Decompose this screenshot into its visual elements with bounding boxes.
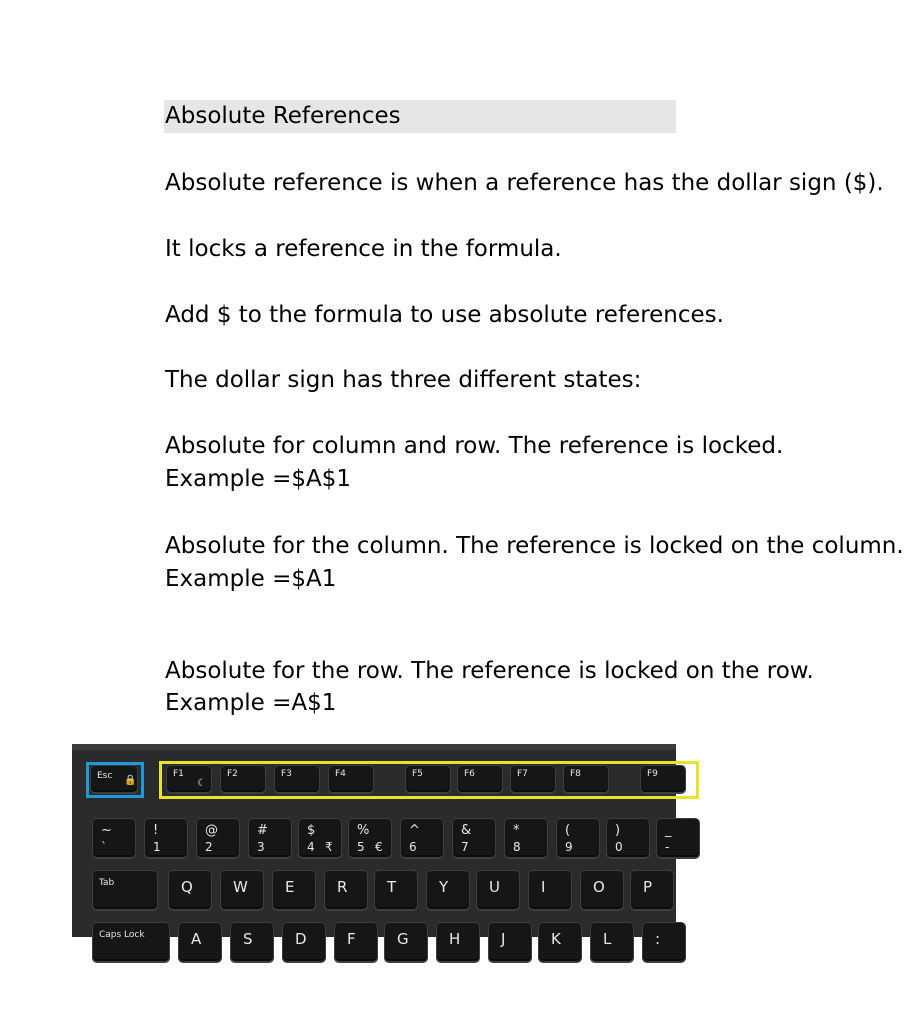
key-j: J xyxy=(488,922,532,962)
heading-bar xyxy=(164,100,676,133)
example-column-and-row: Example =$A$1 xyxy=(165,466,351,492)
moon-icon: ☾ xyxy=(197,778,206,789)
key-k: K xyxy=(538,922,582,962)
key-f3: F3 xyxy=(274,765,320,793)
paragraph-locks: It locks a reference in the formula. xyxy=(165,236,562,262)
key-i: I xyxy=(528,870,572,910)
key-f8: F8 xyxy=(563,765,609,793)
key-l: L xyxy=(590,922,634,962)
key-y: Y xyxy=(426,870,470,910)
key-5: % 5 € xyxy=(348,818,392,858)
paragraph-row: Absolute for the row. The reference is locked on the row. xyxy=(165,658,814,684)
example-column: Example =$A1 xyxy=(165,566,337,592)
paragraph-column-and-row: Absolute for column and row. The reference is locked. xyxy=(165,433,784,459)
key-s: S xyxy=(230,922,274,962)
lock-icon: 🔒 xyxy=(124,775,137,786)
key-caps-lock: Caps Lock xyxy=(92,922,170,962)
key-esc: Esc 🔒 xyxy=(90,765,138,793)
page-title: Absolute References xyxy=(165,103,401,129)
key-tab: Tab xyxy=(92,870,158,910)
key-h: H xyxy=(436,922,480,962)
key-f6: F6 xyxy=(457,765,503,793)
key-9: ( 9 xyxy=(556,818,600,858)
key-r: R xyxy=(324,870,368,910)
key-g: G xyxy=(384,922,428,962)
key-f1: F1 ☾ xyxy=(166,765,212,793)
key-f: F xyxy=(334,922,378,962)
key-backtick: ~ ` xyxy=(92,818,136,858)
key-t: T xyxy=(374,870,418,910)
key-f4: F4 xyxy=(328,765,374,793)
key-a: A xyxy=(178,922,222,962)
key-8: * 8 xyxy=(504,818,548,858)
esc-highlight-box xyxy=(86,762,144,798)
key-p: P xyxy=(630,870,674,910)
key-colon: : xyxy=(642,922,686,962)
key-f9: F9 xyxy=(640,765,686,793)
key-1: ! 1 xyxy=(144,818,188,858)
key-u: U xyxy=(476,870,520,910)
key-o: O xyxy=(580,870,624,910)
key-3: # 3 xyxy=(248,818,292,858)
key-minus: _ - xyxy=(656,818,700,858)
function-keys-highlight-box xyxy=(159,761,699,799)
keyboard-edge xyxy=(72,744,676,750)
key-f2: F2 xyxy=(220,765,266,793)
key-w: W xyxy=(220,870,264,910)
key-2: @ 2 xyxy=(196,818,240,858)
example-row: Example =A$1 xyxy=(165,690,337,716)
key-e: E xyxy=(272,870,316,910)
key-q: Q xyxy=(168,870,212,910)
key-6: ^ 6 xyxy=(400,818,444,858)
paragraph-definition: Absolute reference is when a reference has the dollar sign ($). xyxy=(165,170,884,196)
key-7: & 7 xyxy=(452,818,496,858)
paragraph-three-states: The dollar sign has three different states: xyxy=(165,367,642,393)
key-0: ) 0 xyxy=(606,818,650,858)
key-f7: F7 xyxy=(510,765,556,793)
paragraph-add-dollar: Add $ to the formula to use absolute references. xyxy=(165,302,724,328)
key-d: D xyxy=(282,922,326,962)
key-4: $ 4 ₹ xyxy=(298,818,342,858)
key-f5: F5 xyxy=(405,765,451,793)
paragraph-column: Absolute for the column. The reference is locked on the column. xyxy=(165,533,904,559)
